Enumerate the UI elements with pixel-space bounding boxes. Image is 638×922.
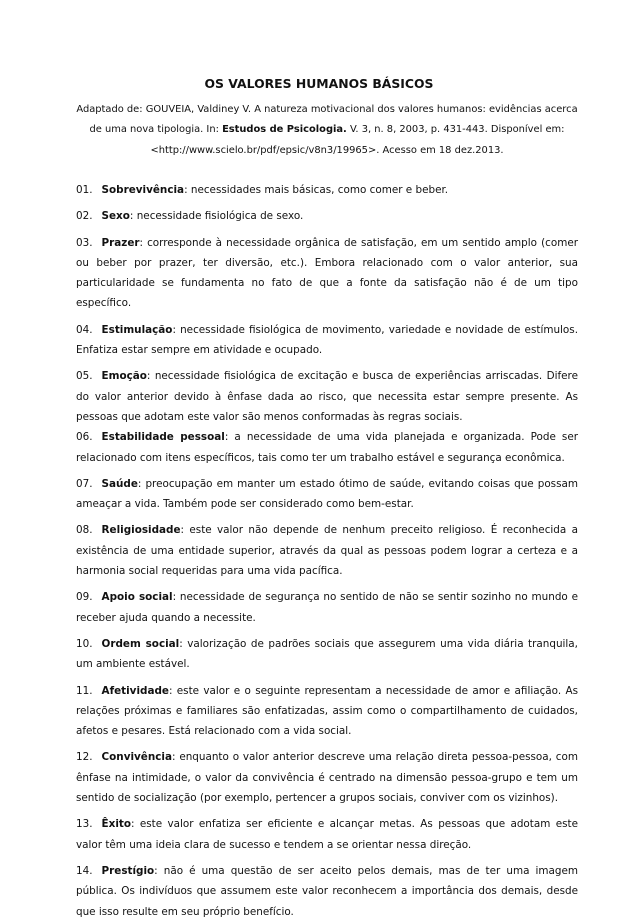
list-item (76, 320, 578, 361)
item-number: 01. (76, 184, 93, 196)
list-item (76, 206, 578, 226)
item-number: 11. (76, 684, 93, 697)
item-description: : necessidade fisiológica de movimento, variedade e novidade de estímulos. Enfatiza estar sempre em atividade e ocupado. (76, 323, 578, 357)
item-description: : este valor não depende de nenhum preceito religioso. É reconhecida a existência de uma entidade superior, através da qual as pessoas podem lograr a certeza e a harmonia social requeridas para uma vida pacífica. (76, 524, 578, 578)
item-description: : valorização de padrões sociais que assegurem uma vida diária tranquila, um ambiente estável. (76, 637, 578, 671)
item-description: : este valor enfatiza ser eficiente e alcançar metas. As pessoas que adotam este valor têm uma ideia clara de sucesso e tendem a se orientar nessa direção. (76, 818, 578, 851)
item-number: 07. (76, 477, 93, 490)
item-term: Sobrevivência (101, 184, 185, 196)
item-term: Prestígio (101, 864, 155, 877)
document-title: OS VALORES HUMANOS BÁSICOS (204, 76, 434, 91)
item-description: : a necessidade de uma vida planejada e organizada. Pode ser relacionado com itens específicos, tais como ter um trabalho estável e segurança econômica. (76, 431, 578, 464)
values-list (76, 180, 578, 922)
item-term: Prazer (101, 236, 140, 249)
item-description: : não é uma questão de ser aceito pelos demais, mas de ter uma imagem pública. Os indivíduos que assumem este valor reconhecem a importância dos demais, desde que isso resulte em seu próprio benefício. (76, 864, 578, 918)
item-term: Êxito (101, 818, 131, 831)
list-item (76, 861, 578, 922)
item-description: : necessidade fisiológica de excitação e busca de experiências arriscadas. Difere do valor anterior devido à ênfase dada ao risco, que necessita estar sempre presente. As pessoas que adotam este valor são menos conformadas às regras sociais. (76, 370, 578, 423)
item-term: Estabilidade pessoal (101, 431, 225, 444)
list-item (76, 520, 578, 581)
list-item (76, 366, 578, 427)
item-description: : corresponde à necessidade orgânica de satisfação, em um sentido amplo (comer ou beber por prazer, ter diversão, etc.). Embora relacionado com o valor anterior, sua particularidade se fundamenta no fato de que a fonte da satisfação não é de um tipo específico. (76, 236, 578, 310)
item-number: 02. (76, 210, 93, 223)
list-item (76, 814, 578, 855)
item-term: Religiosidade (101, 524, 181, 537)
citation-text: Adaptado de: GOUVEIA, Valdiney V. A natureza motivacional dos valores humanos: evidências acerca de uma nova tipologia. In: (76, 104, 578, 136)
list-item (76, 233, 578, 314)
list-item (76, 634, 578, 675)
item-description: : necessidades mais básicas, como comer e beber. (184, 184, 449, 196)
list-item (76, 427, 578, 468)
item-number: 13. (76, 818, 93, 831)
item-term: Emoção (101, 370, 147, 383)
item-term: Afetividade (101, 684, 169, 697)
item-term: Convivência (101, 751, 172, 764)
item-number: 03. (76, 236, 93, 249)
list-item (76, 747, 578, 808)
citation (76, 100, 578, 161)
citation-details: V. 3, n. 8, 2003, p. 431-443. Disponível em: <http://www.scielo.br/pdf/epsic/v8n3/19965>. Acesso em 18 dez.2013. (150, 124, 565, 156)
item-number: 14. (76, 864, 93, 877)
item-term: Estimulação (101, 323, 173, 336)
item-term: Ordem social (101, 637, 180, 650)
list-item (76, 681, 578, 742)
item-description: : necessidade de segurança no sentido de não se sentir sozinho no mundo e receber ajuda quando a necessite. (76, 591, 578, 624)
item-number: 09. (76, 591, 93, 604)
item-description: : preocupação em manter um estado ótimo de saúde, evitando coisas que possam ameaçar a vida. Também pode ser considerado como bem-estar. (76, 477, 578, 511)
item-number: 06. (76, 431, 93, 444)
item-description: : enquanto o valor anterior descreve uma relação direta pessoa-pessoa, com ênfase na intimidade, o valor da convivência é centrado na dimensão pessoa-grupo e tem um sentido de socialização (por exemplo, pertencer a grupos sociais, conviver com os vizinhos). (76, 751, 578, 805)
item-number: 12. (76, 751, 93, 764)
item-term: Apoio social (101, 591, 173, 604)
item-number: 10. (76, 637, 93, 650)
item-number: 04. (76, 323, 93, 336)
item-number: 05. (76, 370, 93, 383)
item-description: : necessidade fisiológica de sexo. (129, 210, 304, 223)
item-term: Sexo (101, 210, 130, 223)
item-term: Saúde (101, 477, 138, 490)
list-item (76, 474, 578, 515)
list-item (76, 180, 578, 200)
citation-journal: Estudos de Psicologia. (222, 124, 347, 136)
item-number: 08. (76, 524, 93, 537)
item-description: : este valor e o seguinte representam a necessidade de amor e afiliação. As relações próximas e familiares são enfatizadas, assim como o compartilhamento de cuidados, afetos e pesares. Está relacionado com a vida social. (76, 684, 578, 738)
list-item (76, 587, 578, 628)
